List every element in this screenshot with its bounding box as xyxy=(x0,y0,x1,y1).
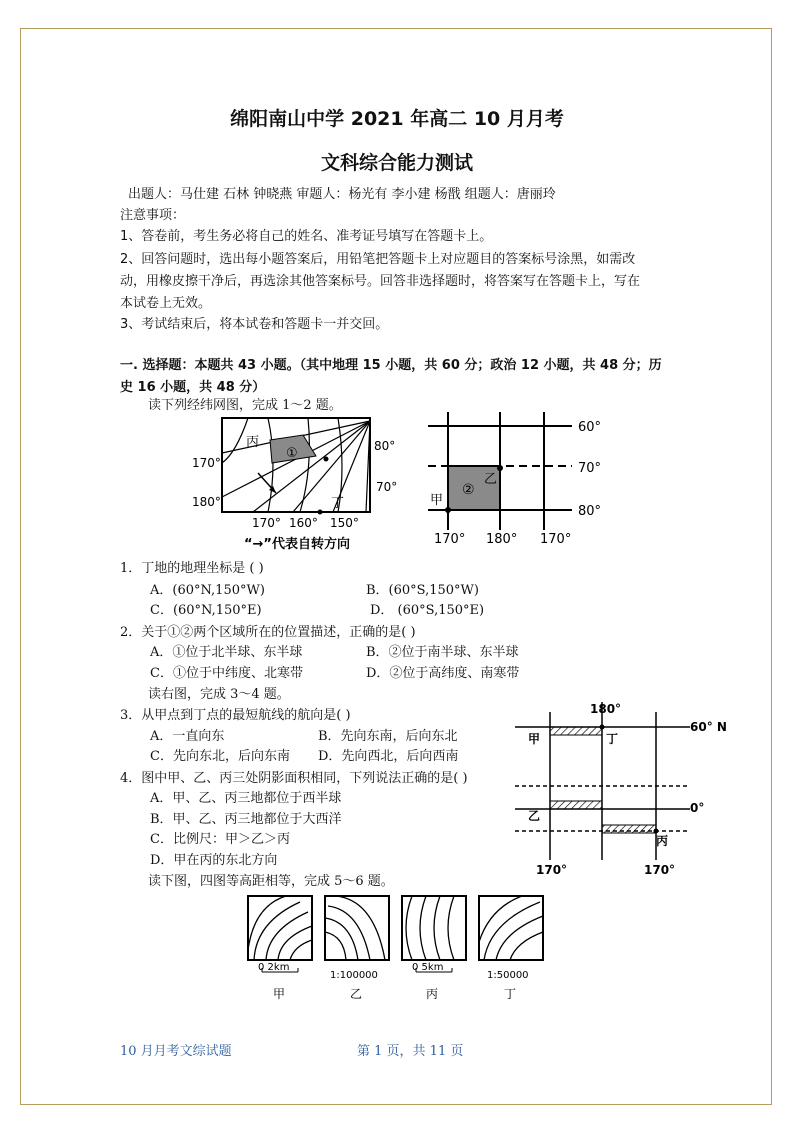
notice-1: 1、答卷前，考生务必将自己的姓名、准考证号填写在答题卡上。 xyxy=(120,229,493,244)
fig3-label-170-right: 170° xyxy=(644,863,676,877)
fig3-label-jia: 甲 xyxy=(528,732,541,746)
fig3-label-170-left: 170° xyxy=(536,863,568,877)
q1-option-b[interactable]: B．(60°S,150°W) xyxy=(366,583,479,598)
section-heading-line1: 一. 选择题：本题共 43 小题。（其中地理 15 小题，共 60 分；政治 12 小题，共 48 分；历 xyxy=(120,358,662,373)
q1-option-c[interactable]: C．(60°N,150°E) xyxy=(150,603,262,618)
fig2-label-jia: 甲 xyxy=(430,493,444,508)
figure-1-graticule xyxy=(188,413,406,553)
q4-option-b[interactable]: B．甲、乙、丙三地都位于大西洋 xyxy=(150,812,342,827)
fig1-label-160-bottom: 160° xyxy=(289,516,318,530)
q3-option-c[interactable]: C．先向东北，后向东南 xyxy=(150,749,290,764)
fig1-label-ding: 丁 xyxy=(331,496,345,511)
fig1-label-150-bottom: 150° xyxy=(330,516,359,530)
fig4-name-ding: 丁 xyxy=(504,987,517,1001)
notice-2b: 动，用橡皮擦干净后，再选涂其他答案标号。回答非选择题时，将答案写在答题卡上，写在 xyxy=(120,274,641,289)
fig2-label-circle2: ② xyxy=(462,482,475,498)
intro-q3-4: 读右图，完成 3～4 题。 xyxy=(148,687,290,702)
fig2-label-180: 180° xyxy=(486,532,518,547)
fig4-name-jia: 甲 xyxy=(273,987,286,1001)
fig2-label-60: 60° xyxy=(578,420,602,435)
fig1-label-70: 70° xyxy=(376,480,398,494)
q1-stem: 1．丁地的地理坐标是 ( ) xyxy=(120,561,264,576)
fig3-label-yi: 乙 xyxy=(528,809,541,823)
q1-option-a[interactable]: A．(60°N,150°W) xyxy=(150,583,265,598)
page-subtitle: 文科综合能力测试 xyxy=(320,152,473,174)
staff-line: 出题人：马仕建 石林 钟晓燕 审题人：杨光有 李小建 杨戬 组题人：唐丽玲 xyxy=(128,187,556,202)
section-heading-line2: 史 16 小题，共 48 分） xyxy=(120,380,266,395)
fig1-label-180-left: 180° xyxy=(192,495,221,509)
figure-4-contour-maps xyxy=(240,892,560,1004)
fig1-label-170-left: 170° xyxy=(192,456,221,470)
fig2-label-170-right: 170° xyxy=(540,532,572,547)
fig3-label-0: 0° xyxy=(690,801,705,815)
fig4-name-bing: 丙 xyxy=(426,987,439,1001)
fig1-label-circle1: ① xyxy=(286,446,298,461)
fig1-label-80: 80° xyxy=(374,439,396,453)
q3-option-d[interactable]: D．先向西北，后向西南 xyxy=(318,749,459,764)
notice-2c: 本试卷上无效。 xyxy=(120,296,212,311)
fig1-label-170-bottom: 170° xyxy=(252,516,281,530)
fig1-label-bing: 丙 xyxy=(246,435,260,450)
fig3-label-ding: 丁 xyxy=(606,732,619,746)
fig3-label-60n: 60° N xyxy=(690,720,727,734)
intro-q5-6: 读下图，四图等高距相等，完成 5～6 题。 xyxy=(148,874,394,889)
fig4-name-yi: 乙 xyxy=(350,987,363,1001)
intro-q1-2: 读下列经纬网图，完成 1～2 题。 xyxy=(148,398,342,413)
q2-option-c[interactable]: C．①位于中纬度、北寒带 xyxy=(150,666,303,681)
fig2-label-yi: 乙 xyxy=(484,472,498,487)
notice-3: 3、考试结束后，将本试卷和答题卡一并交回。 xyxy=(120,317,389,332)
fig4-scale-jia: 0 2km xyxy=(258,962,290,973)
fig2-label-170-left: 170° xyxy=(434,532,466,547)
fig2-label-80: 80° xyxy=(578,504,602,519)
q4-option-d[interactable]: D．甲在丙的东北方向 xyxy=(150,853,278,868)
q2-option-d[interactable]: D．②位于高纬度、南寒带 xyxy=(366,666,520,681)
fig3-label-180: 180° xyxy=(590,702,622,716)
fig1-caption: “→”代表自转方向 xyxy=(244,537,350,552)
q4-option-a[interactable]: A．甲、乙、丙三地都位于西半球 xyxy=(150,791,342,806)
q3-stem: 3．从甲点到丁点的最短航线的航向是( ) xyxy=(120,708,351,723)
fig2-label-70: 70° xyxy=(578,461,602,476)
footer-page-number: 第 1 页，共 11 页 xyxy=(357,1044,464,1059)
fig4-scale-ding: 1:50000 xyxy=(487,970,529,981)
q2-option-b[interactable]: B．②位于南半球、东半球 xyxy=(366,645,519,660)
q4-option-c[interactable]: C．比例尺：甲＞乙＞丙 xyxy=(150,832,290,847)
q2-stem: 2．关于①②两个区域所在的位置描述，正确的是( ) xyxy=(120,625,416,640)
q3-option-b[interactable]: B．先向东南，后向东北 xyxy=(318,729,458,744)
q2-option-a[interactable]: A．①位于北半球、东半球 xyxy=(150,645,303,660)
notice-title: 注意事项： xyxy=(120,208,186,223)
page-title: 绵阳南山中学 2021 年高二 10 月月考 xyxy=(230,108,564,130)
fig4-scale-bing: 0 5km xyxy=(412,962,444,973)
notice-2a: 2、回答问题时，选出每小题答案后，用铅笔把答题卡上对应题目的答案标号涂黑，如需改 xyxy=(120,252,636,267)
q1-option-d[interactable]: D． (60°S,150°E) xyxy=(370,603,485,618)
fig4-scale-yi: 1:100000 xyxy=(330,970,378,981)
q4-stem: 4．图中甲、乙、丙三处阴影面积相同，下列说法正确的是( ) xyxy=(120,771,468,786)
figure-2-grid xyxy=(420,412,610,550)
figure-3-latitude-strips xyxy=(510,700,730,878)
q3-option-a[interactable]: A．一直向东 xyxy=(150,729,225,744)
fig3-label-bing: 丙 xyxy=(656,834,669,848)
footer-left: 10 月月考文综试题 xyxy=(120,1044,232,1059)
